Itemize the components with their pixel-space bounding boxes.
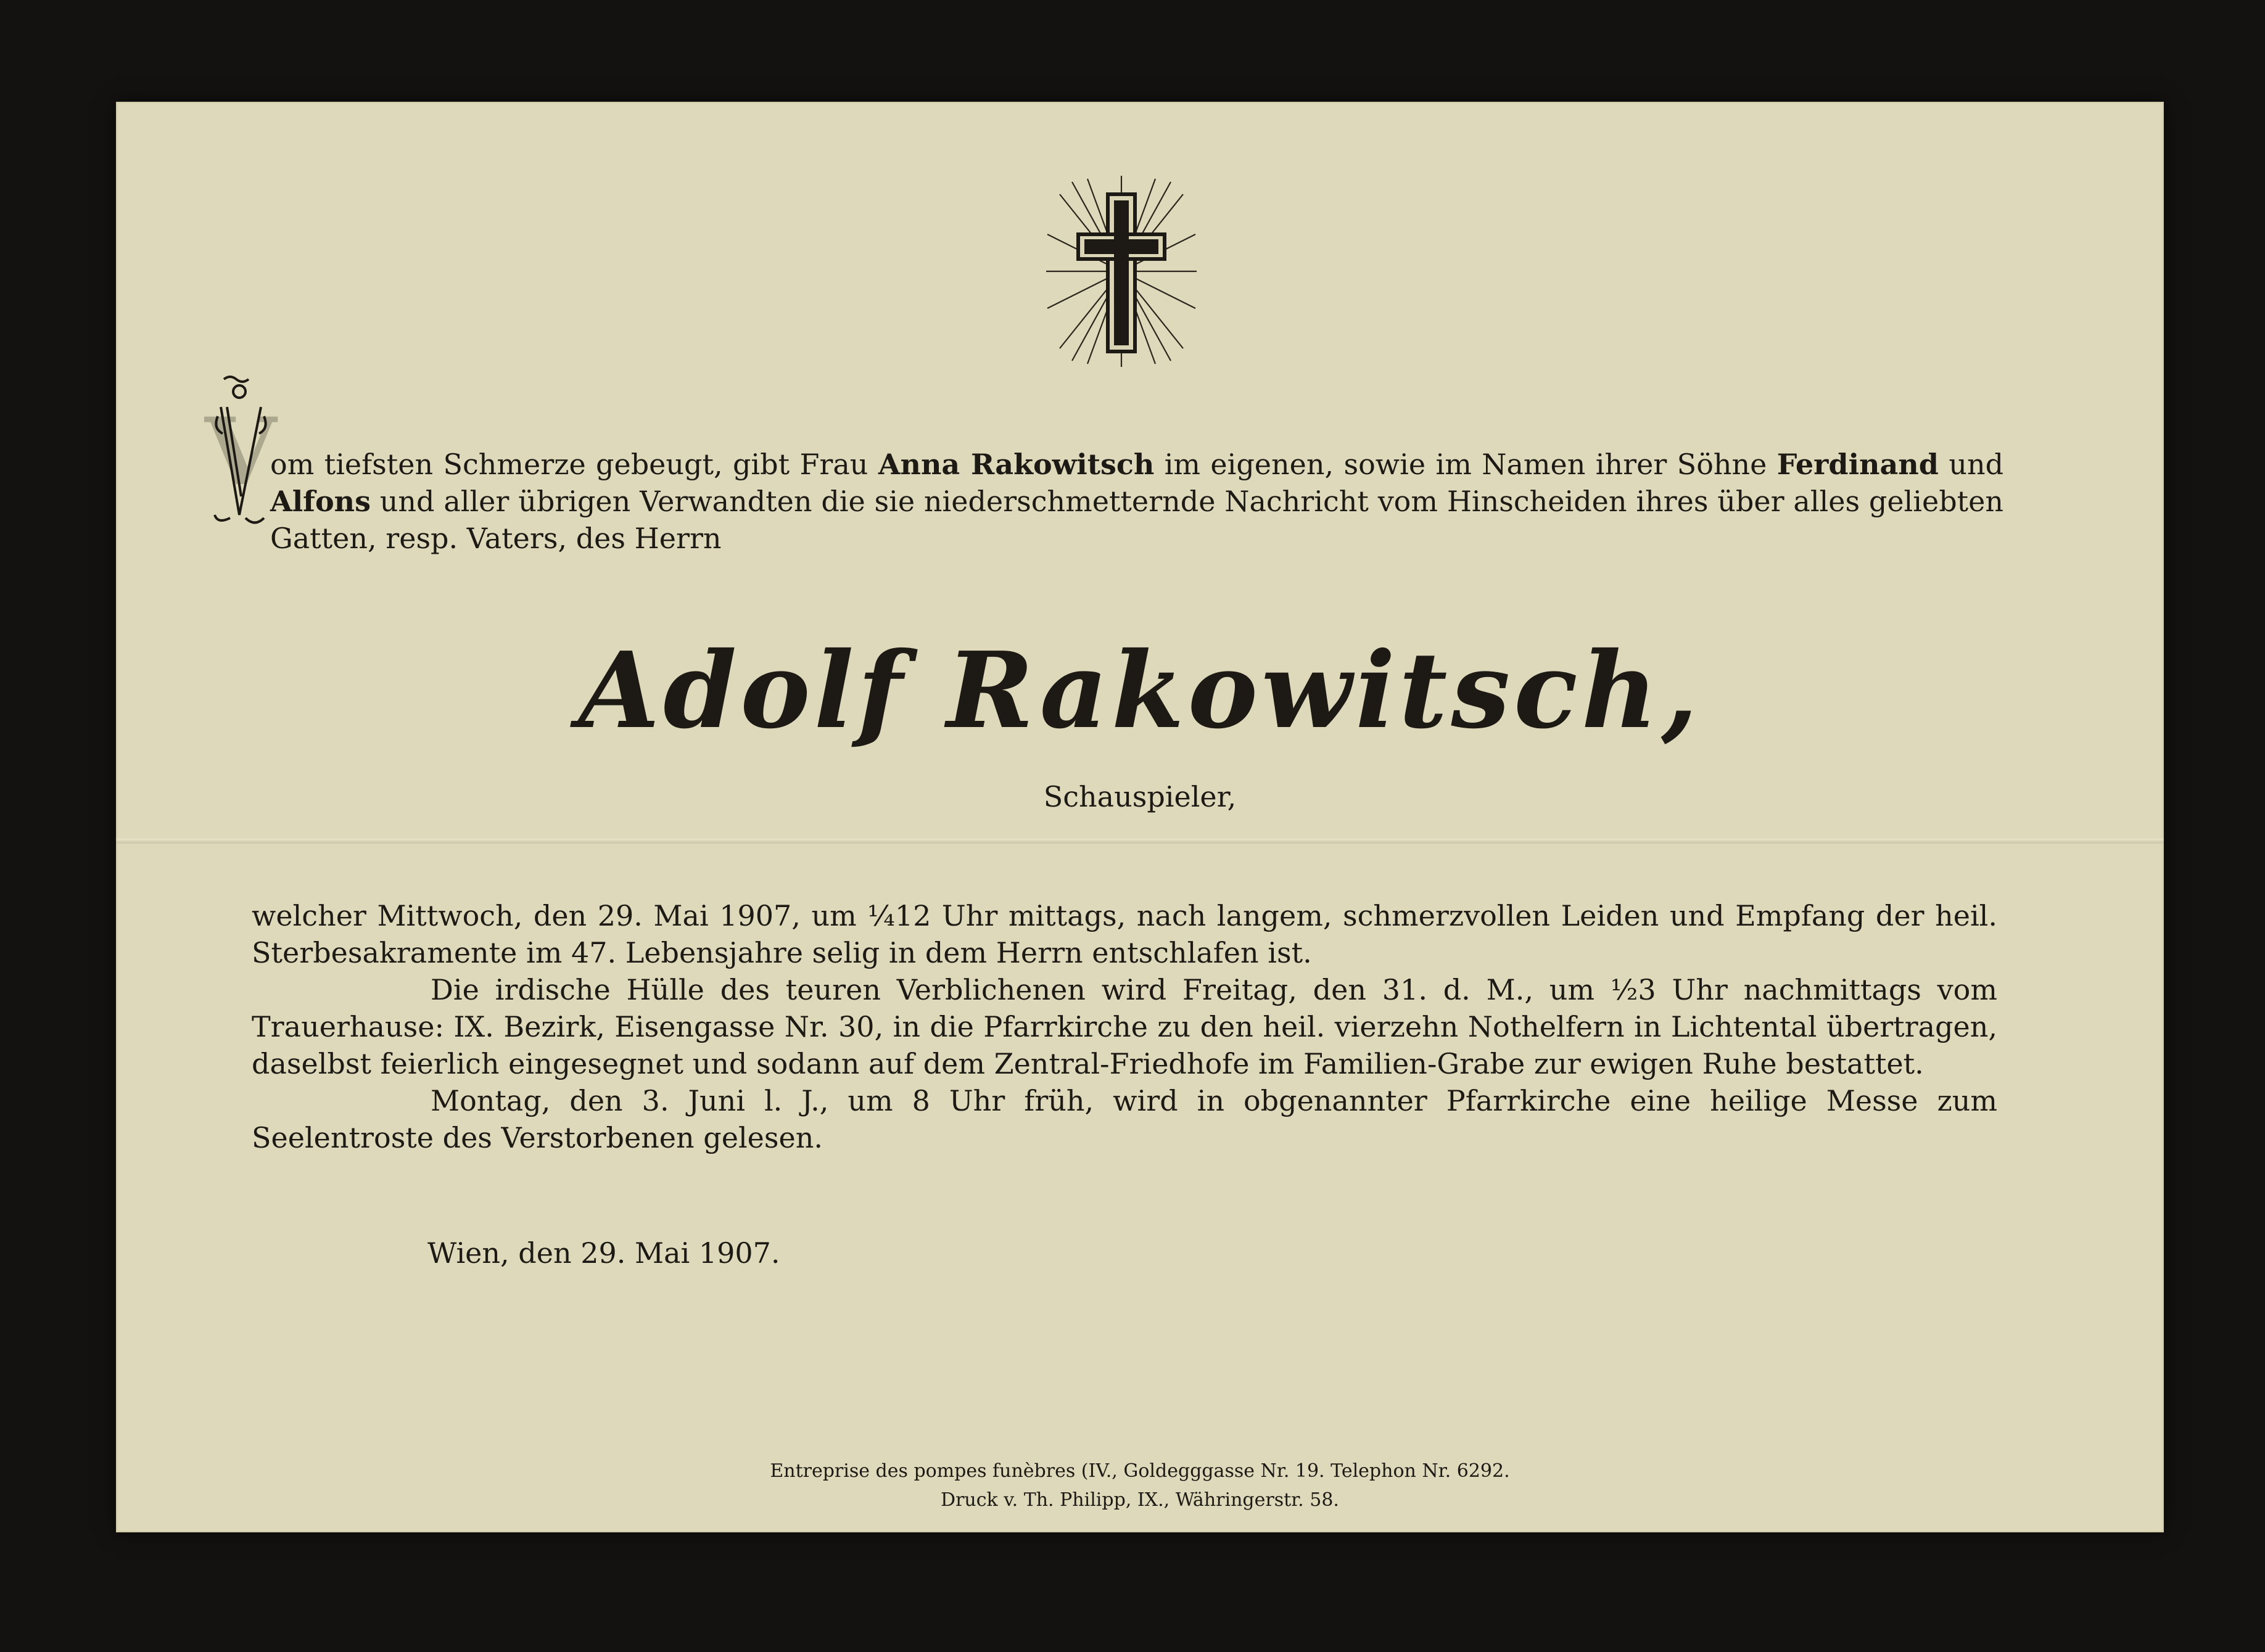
intro-text-4: und aller übrigen Verwandten die sie niederschmetternde Nachricht vom Hinscheiden ihres über alles geliebten Gatten, resp. Vaters, des Herrn xyxy=(270,485,2003,555)
notice-body xyxy=(252,897,1997,1156)
wife-name: Anna Rakowitsch xyxy=(878,448,1155,481)
footer-undertaker: Entreprise des pompes funèbres (IV., Goldegggasse Nr. 19. Telephon Nr. 6292. xyxy=(770,1460,1510,1482)
intro-paragraph xyxy=(270,446,2003,557)
footer-printer: Druck v. Th. Philipp, IX., Währingerstr. 58. xyxy=(941,1489,1339,1511)
ornamental-initial-v xyxy=(204,373,277,533)
paragraph-death: welcher Mittwoch, den 29. Mai 1907, um ¼12 Uhr mittags, nach langem, schmerzvollen Leiden und Empfang der heil. Sterbesakramente im 47. Lebensjahre selig in dem Herrn entschlafen ist. xyxy=(252,899,1997,969)
son-name-alfons: Alfons xyxy=(270,485,371,518)
dropcap-letter: V xyxy=(204,398,277,506)
deceased-name: Adolf Rakowitsch, xyxy=(578,629,1702,752)
intro-text-1: om tiefsten Schmerze gebeugt, gibt Frau xyxy=(270,448,878,481)
paragraph-mass: Montag, den 3. Juni l. J., um 8 Uhr früh, wird in obgenannter Pfarrkirche eine heilige Messe zum Seelentroste des Verstorbenen gelesen. xyxy=(252,1084,1997,1154)
paper-fold-line xyxy=(116,839,2164,844)
radiant-cross-icon xyxy=(1041,170,1202,373)
place-date-line: Wien, den 29. Mai 1907. xyxy=(427,1236,780,1270)
intro-text-3: und xyxy=(1938,448,2004,481)
son-name-ferdinand: Ferdinand xyxy=(1776,448,1939,481)
intro-text-2: im eigenen, sowie im Namen ihrer Söhne xyxy=(1154,448,1777,481)
deceased-profession: Schauspieler, xyxy=(1043,780,1237,813)
death-notice-sheet xyxy=(116,102,2164,1532)
paragraph-funeral: Die irdische Hülle des teuren Verblichenen wird Freitag, den 31. d. M., um ½3 Uhr nachmittags vom Trauerhause: IX. Bezirk, Eisengasse Nr. 30, in die Pfarrkirche zu den heil. vierzehn Nothelfern in Lichtental übertragen, daselbst feierlich eingesegnet und sodann auf dem Zentral-Friedhofe im Familien-Grabe zur ewigen Ruhe bestattet. xyxy=(252,973,1997,1080)
